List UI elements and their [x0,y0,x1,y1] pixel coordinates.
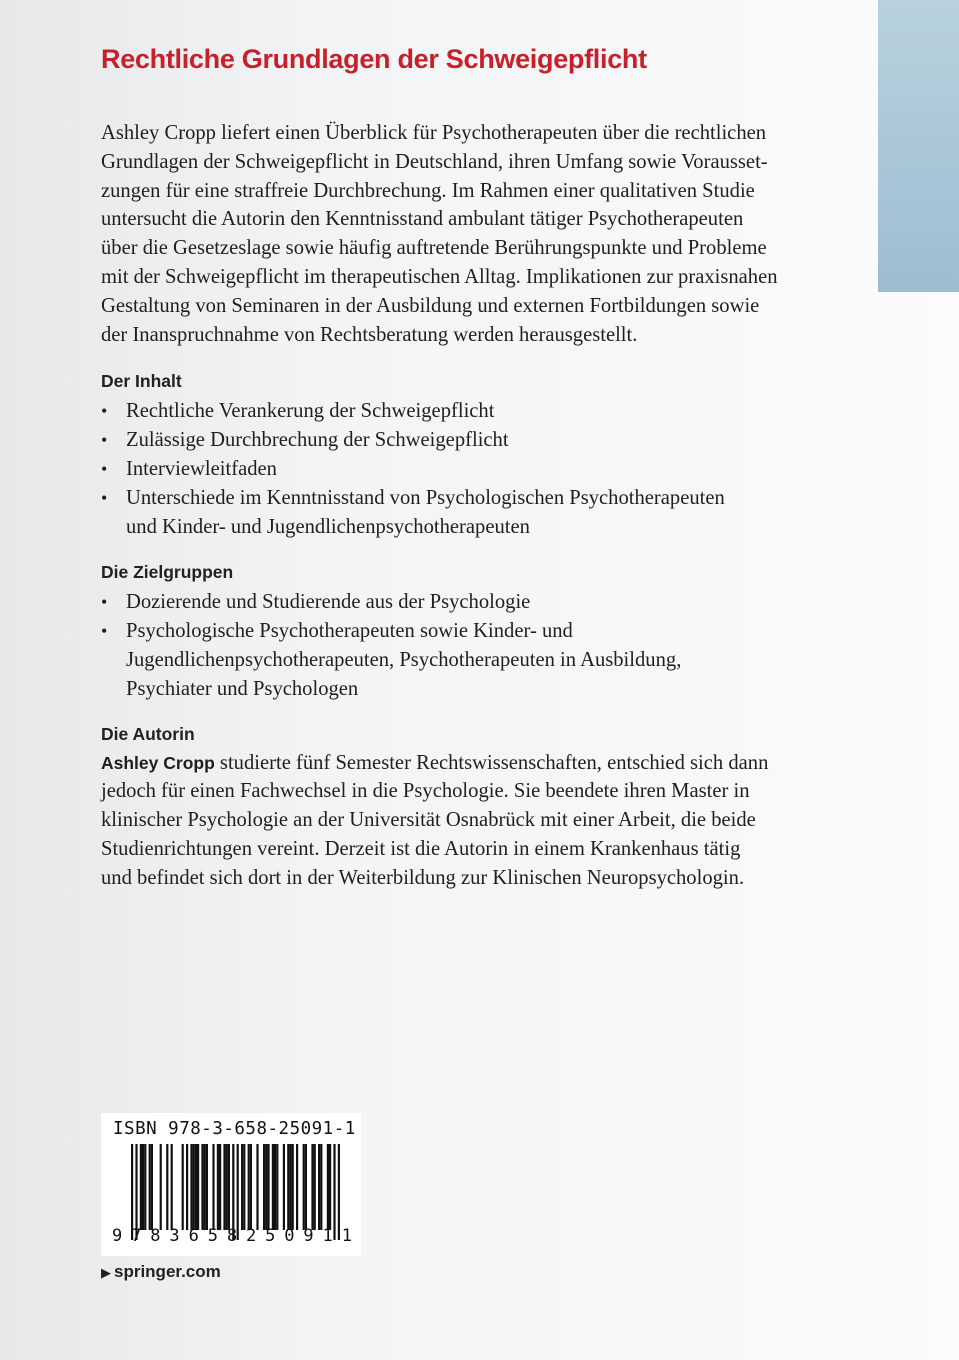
barcode-digit: 1 [322,1226,333,1246]
barcode-bar [320,1144,322,1230]
isbn-label: ISBN 978-3-658-25091-1 [113,1119,356,1139]
barcode-digit: 8 [226,1226,238,1246]
section-heading-autorin: Die Autorin [101,723,195,744]
publisher-website: springer.com [114,1262,221,1281]
barcode-bar [248,1144,250,1230]
list-item [101,617,841,703]
barcode-digit: 8 [150,1226,161,1246]
barcode-bar [166,1144,168,1230]
intro-line: Gestaltung von Seminaren in der Ausbildung und externen Fortbildungen sowie [101,294,760,317]
list-item [101,397,841,426]
author-bio-line: klinischer Psychologie an der Universität Osnabrück mit einer Arbeit, die beide [101,809,756,832]
barcode-bar [265,1144,267,1230]
barcode-bar [267,1144,269,1230]
barcode-bar [327,1144,329,1230]
arrow-right-icon: ▶ [101,1265,111,1280]
list-item-line: Unterschiede im Kenntnisstand von Psychologischen Psychotherapeuten [126,486,725,509]
author-name: Ashley Cropp [101,752,215,773]
barcode-bar [314,1144,316,1230]
list-item [101,588,841,617]
barcode-bar [243,1144,245,1230]
barcode-bar [160,1144,162,1230]
list-item-line: Psychologische Psychotherapeuten sowie Kinder- und [126,620,573,643]
barcode-bar [256,1144,258,1230]
inhalt-list [101,397,841,541]
author-bio-line: jedoch für einen Fachwechsel in die Psychologie. Sie beendete ihren Master in [101,780,750,803]
list-item-line: Dozierende und Studierende aus der Psychologie [126,591,531,614]
barcode-digit: 0 [284,1226,295,1246]
intro-line: Ashley Cropp liefert einen Überblick für Psychotherapeuten über die rechtlichen [101,122,767,144]
barcode-bar [303,1144,305,1230]
bullet-icon: • [101,458,108,479]
list-item [101,426,841,455]
barcode-bar [292,1144,294,1230]
bullet-icon: • [101,401,108,422]
barcode-bar [197,1144,199,1230]
barcode-bar [276,1144,278,1230]
barcode-bar [149,1144,151,1230]
barcode-digits [112,1226,352,1246]
barcode-digit: 2 [245,1226,257,1246]
barcode-digit: 7 [131,1226,142,1246]
barcode-bar [142,1144,144,1230]
barcode-bar [171,1144,173,1230]
barcode-bar [144,1144,146,1230]
author-bio [101,749,841,893]
bullet-icon: • [101,487,108,508]
barcode-bar [223,1144,225,1230]
barcode-bar [190,1144,192,1230]
barcode-bar [272,1144,274,1230]
intro-line: der Inanspruchnahme von Rechtsberatung werden herausgestellt. [101,323,638,346]
barcode-bar [311,1144,313,1230]
barcode-bar [250,1144,252,1230]
author-bio-first-line: studierte fünf Semester Rechtswissenschaften, entschied sich dann [214,751,769,774]
intro-line: zungen für eine straffreie Durchbrechung. Im Rahmen einer qualitativen Studie [101,179,755,202]
intro-paragraph [101,119,841,349]
barcode-digit: 3 [169,1226,180,1246]
list-item-line: Jugendlichenpsychotherapeuten, Psychotherapeuten in Ausbildung, [126,648,682,671]
barcode-digit: 1 [341,1226,352,1246]
barcode-bar [201,1144,203,1230]
publisher-link[interactable] [101,1262,221,1282]
barcode-bar [182,1144,184,1230]
section-heading-zielgruppen: Die Zielgruppen [101,562,234,583]
barcode-bar [228,1144,230,1230]
barcode-bar [193,1144,195,1230]
barcode-digit: 9 [303,1226,314,1246]
barcode-bar [186,1144,188,1230]
list-item-line: Psychiater und Psychologen [126,677,359,700]
bullet-icon: • [101,621,108,642]
list-item-line: und Kinder- und Jugendlichenpsychotherapeuten [126,515,530,538]
list-item-line: Zulässige Durchbrechung der Schweigepflicht [126,429,509,452]
barcode-bar [289,1144,291,1230]
barcode-bar [318,1144,320,1230]
book-title: Rechtliche Grundlagen der Schweigepflicht [101,44,647,74]
cover-accent-bar [878,0,959,292]
intro-line: Grundlagen der Schweigepflicht in Deutschland, ihren Umfang sowie Vorausset- [101,150,768,173]
barcode-bar [212,1144,214,1230]
intro-line: mit der Schweigepflicht im therapeutischen Alltag. Implikationen zur praxisnahen [101,265,778,288]
list-item [101,484,841,542]
barcode-bar [226,1144,228,1230]
barcode-bar [217,1144,219,1230]
barcode-bar [206,1144,208,1230]
barcode-bar [274,1144,276,1230]
barcode-bar [305,1144,307,1230]
barcode-digit: 5 [265,1226,276,1246]
barcode-bar [241,1144,243,1230]
barcode-bar [283,1144,285,1230]
intro-line: über die Gesetzeslage sowie häufig auftretende Berührungspunkte und Probleme [101,237,767,260]
barcode-bar [296,1144,298,1230]
barcode-bar [287,1144,289,1230]
barcode-digit: 6 [188,1226,199,1246]
barcode-bar [219,1144,221,1230]
author-bio-line: und befindet sich dort in der Weiterbildung zur Klinischen Neuropsychologin. [101,866,745,889]
barcode-bar [140,1144,142,1230]
bullet-icon: • [101,592,108,613]
intro-line: untersucht die Autorin den Kenntnisstand ambulant tätiger Psychotherapeuten [101,208,744,231]
barcode-digit: 5 [207,1226,218,1246]
list-item-line: Interviewleitfaden [126,457,277,480]
barcode-bar [263,1144,265,1230]
barcode-bar [329,1144,331,1230]
barcode-digit: 9 [112,1226,123,1246]
list-item [101,455,841,484]
zielgruppen-list [101,588,841,703]
isbn-barcode [101,1113,361,1256]
bullet-icon: • [101,430,108,451]
author-bio-line: Studienrichtungen vereint. Derzeit ist die Autorin in einem Krankenhaus tätig [101,837,741,860]
barcode-bar [204,1144,206,1230]
list-item-line: Rechtliche Verankerung der Schweigepflicht [126,400,495,423]
barcode-bar [195,1144,197,1230]
back-cover-content [101,44,841,893]
barcode-bar [151,1144,153,1230]
section-heading-inhalt: Der Inhalt [101,371,182,392]
